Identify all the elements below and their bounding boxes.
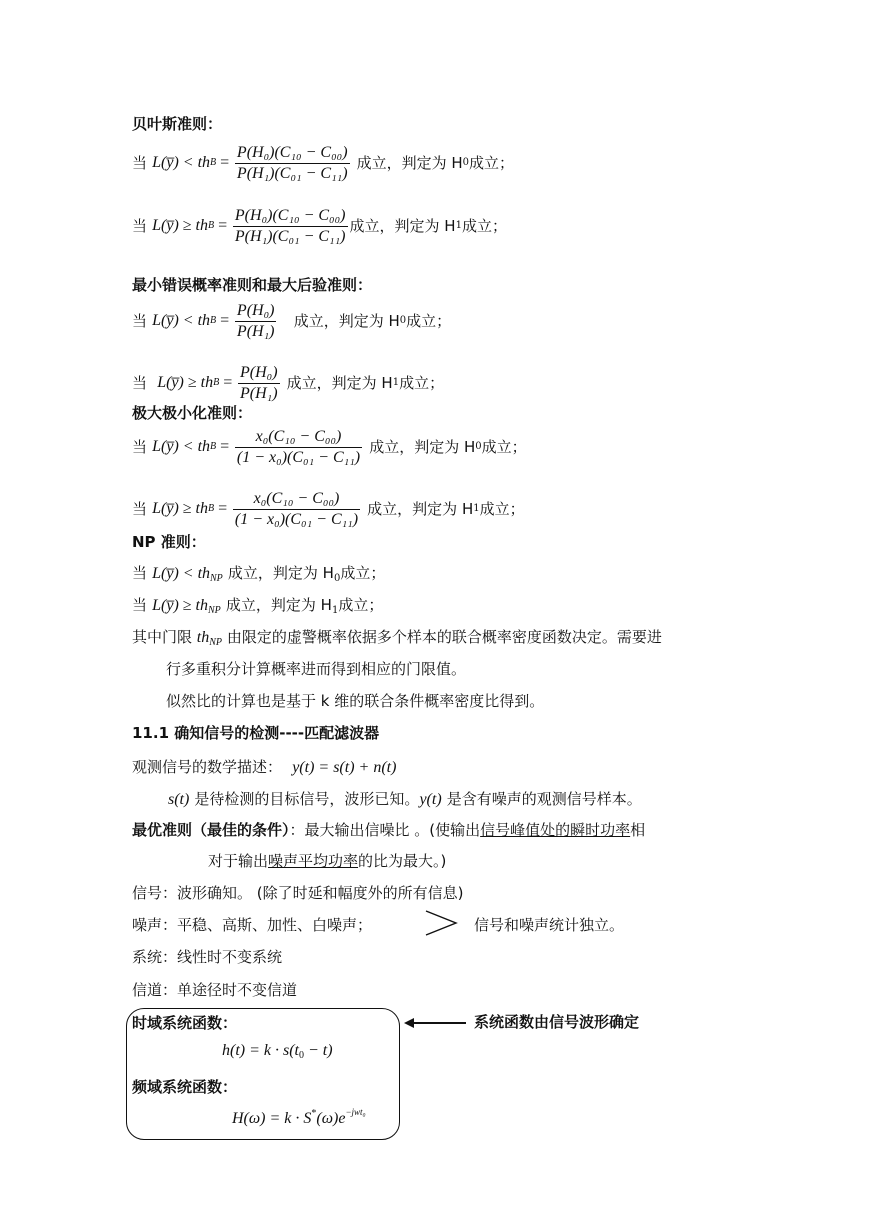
decision-text: 成立，判定为 H <box>286 373 393 392</box>
minimax-fraction <box>235 429 362 466</box>
decision-end: 成立； <box>479 499 525 518</box>
np-paragraph-line1 <box>132 630 662 648</box>
decision-end: 成立； <box>399 373 445 392</box>
bayes-heading: 贝叶斯准则： <box>132 115 223 133</box>
decision-end: 成立； <box>406 311 452 330</box>
fraction-denominator: (1 − x₀)(C₀₁ − C₁₁) <box>234 510 359 528</box>
optimal-criterion-d: 的比为最大。) <box>358 852 447 870</box>
fraction-numerator: x₀(C₁₀ − C₀₀) <box>255 427 342 445</box>
hypothesis-subscript: 1 <box>455 220 462 231</box>
likelihood-ratio-lt: L(y̅) < th <box>152 154 211 171</box>
likelihood-ratio-lt: L(y̅) < th <box>152 565 211 582</box>
yt-symbol: y(t) <box>419 791 442 808</box>
decision-end: 成立； <box>481 437 527 456</box>
fraction-numerator: P(H₀) <box>239 363 278 381</box>
decision-text: 成立，判定为 H <box>367 499 474 518</box>
threshold-subscript: B <box>208 220 215 231</box>
td-eq-sub: 0 <box>299 1050 304 1061</box>
np-paragraph-line3: 似然比的计算也是基于 k 维的联合条件概率密度比得到。 <box>166 692 545 710</box>
when-label: 当 <box>132 564 148 582</box>
when-label: 当 <box>132 499 148 518</box>
equals-sign: = <box>219 438 230 455</box>
optimal-criterion-underline1: 信号峰值处的瞬时功率 <box>480 821 631 839</box>
bayes-fraction <box>235 145 350 182</box>
fraction-denominator: P(H₁) <box>236 322 275 340</box>
optimal-criterion-line1 <box>132 823 645 838</box>
decision-text: 成立，判定为 H <box>356 153 463 172</box>
decision-text: 成立，判定为 H <box>225 596 332 614</box>
equals-sign: = <box>217 500 228 517</box>
time-domain-equation <box>222 1043 333 1061</box>
hypothesis-subscript: 0 <box>462 157 470 168</box>
equals-sign: = <box>217 217 228 234</box>
np-condition-h0 <box>132 565 385 584</box>
decision-text: 成立，判定为 H <box>293 311 400 330</box>
fraction-numerator: P(H₀)(C₁₀ − C₀₀) <box>234 206 346 224</box>
fraction-denominator: P(H₁) <box>239 384 278 402</box>
likelihood-ratio-ge: L(y̅) ≥ th <box>152 217 208 234</box>
minerr-condition-h1 <box>132 361 444 405</box>
optimal-criterion-a: ：最大输出信噪比 。(使输出 <box>289 821 481 839</box>
fraction-numerator: P(H₀) <box>236 301 275 319</box>
fd-eq-star: * <box>311 1108 317 1119</box>
optimal-criterion-line2 <box>208 854 446 869</box>
threshold-subscript: B <box>210 315 217 326</box>
decision-end: 成立； <box>338 596 384 614</box>
left-arrow-icon <box>404 1018 414 1028</box>
fd-eq-a: H(ω) = k · S <box>232 1110 312 1127</box>
np-heading: NP 准则： <box>132 533 206 551</box>
bayes-condition-h1 <box>132 203 507 249</box>
minerr-condition-h0 <box>132 299 451 343</box>
np-threshold: th <box>196 629 210 646</box>
decision-end: 成立； <box>461 216 507 235</box>
system-line: 系统：线性时不变系统 <box>132 948 283 966</box>
minimax-condition-h0 <box>132 425 527 469</box>
hypothesis-subscript: 1 <box>392 377 400 388</box>
likelihood-ratio-ge: L(y̅) ≥ th <box>157 374 214 391</box>
equals-sign: = <box>222 374 233 391</box>
np-p1b: 由限定的虚警概率依据多个样本的联合概率密度函数决定。需要进 <box>226 628 662 646</box>
signal-description-line <box>168 791 642 808</box>
when-label: 当 <box>132 596 148 614</box>
threshold-subscript: B <box>210 441 217 452</box>
arrow-line <box>410 1022 466 1024</box>
threshold-subscript: B <box>208 503 215 514</box>
likelihood-ratio-ge: L(y̅) ≥ th <box>152 597 208 614</box>
minimax-heading: 极大极小化准则： <box>132 404 253 422</box>
td-eq-c: − t) <box>304 1042 333 1059</box>
decision-end: 成立； <box>469 153 515 172</box>
minerr-fraction <box>235 303 277 340</box>
when-label: 当 <box>132 216 148 235</box>
st-symbol: s(t) <box>168 791 190 808</box>
td-eq-a: h(t) = k · s(t <box>222 1042 299 1059</box>
decision-text: 成立，判定为 H <box>349 216 456 235</box>
optimal-criterion-underline2: 噪声平均功率 <box>268 852 359 870</box>
decision-end: 成立； <box>340 564 386 582</box>
arrow-note: 系统函数由信号波形确定 <box>474 1013 640 1031</box>
equals-sign: = <box>219 312 230 329</box>
fraction-numerator: P(H₀)(C₁₀ − C₀₀) <box>236 143 348 161</box>
frequency-domain-equation <box>232 1108 366 1127</box>
fd-eq-b: (ω)e <box>316 1110 346 1127</box>
minimax-condition-h1 <box>132 487 525 531</box>
minerr-fraction <box>238 365 280 402</box>
np-subscript: NP <box>208 605 221 616</box>
threshold-subscript: B <box>210 157 217 168</box>
optimal-criterion-bold: 最优准则（最佳的条件） <box>132 821 290 839</box>
likelihood-ratio-lt: L(y̅) < th <box>152 438 211 455</box>
hypothesis-subscript: 0 <box>475 441 482 452</box>
observation-equation: y(t) = s(t) + n(t) <box>292 759 397 776</box>
optimal-criterion-b: 相 <box>630 821 646 839</box>
np-paragraph-line2: 行多重积分计算概率进而得到相应的门限值。 <box>166 660 467 678</box>
np-p1a: 其中门限 <box>132 628 193 646</box>
bayes-condition-h0 <box>132 140 514 186</box>
fd-eq-exp: −jwt₀ <box>345 1107 366 1117</box>
noise-line: 噪声：平稳、高斯、加性、白噪声； <box>132 916 373 934</box>
fraction-denominator: P(H₁)(C₀₁ − C₁₁) <box>234 227 346 245</box>
minimax-fraction <box>233 491 360 528</box>
when-label: 当 <box>132 373 148 392</box>
likelihood-ratio-lt: L(y̅) < th <box>152 312 211 329</box>
minerr-heading: 最小错误概率准则和最大后验准则： <box>132 276 373 294</box>
np-condition-h1 <box>132 597 383 616</box>
when-label: 当 <box>132 437 148 456</box>
decision-text: 成立，判定为 H <box>369 437 476 456</box>
st-description: 是待检测的目标信号，波形已知。 <box>194 790 420 808</box>
time-domain-label: 时域系统函数： <box>132 1014 238 1032</box>
hypothesis-subscript: 0 <box>399 315 407 326</box>
section-title: 11.1 确知信号的检测----匹配滤波器 <box>132 724 380 742</box>
yt-description: 是含有噪声的观测信号样本。 <box>446 790 642 808</box>
noise-right-text: 信号和噪声统计独立。 <box>474 916 625 934</box>
fraction-denominator: (1 − x₀)(C₀₁ − C₁₁) <box>236 448 361 466</box>
signal-line: 信号：波形确知。 (除了时延和幅度外的所有信息) <box>132 884 464 902</box>
np-subscript: NP <box>209 637 223 648</box>
hypothesis-subscript: 1 <box>331 605 339 616</box>
fraction-denominator: P(H₁)(C₀₁ − C₁₁) <box>236 164 348 182</box>
threshold-subscript: B <box>213 377 220 388</box>
equals-sign: = <box>219 154 230 171</box>
channel-line: 信道：单途径时不变信道 <box>132 981 298 999</box>
likelihood-ratio-ge: L(y̅) ≥ th <box>152 500 208 517</box>
fraction-numerator: x₀(C₁₀ − C₀₀) <box>253 489 340 507</box>
when-label: 当 <box>132 153 148 172</box>
hypothesis-subscript: 0 <box>333 573 341 584</box>
greater-than-brace-icon <box>424 909 458 937</box>
optimal-criterion-c: 对于输出 <box>208 852 269 870</box>
observation-label: 观测信号的数学描述： <box>132 758 283 776</box>
observation-line <box>132 759 396 776</box>
np-subscript: NP <box>210 573 223 584</box>
when-label: 当 <box>132 311 148 330</box>
frequency-domain-label: 频域系统函数： <box>132 1078 238 1096</box>
hypothesis-subscript: 1 <box>473 503 480 514</box>
bayes-fraction <box>233 208 348 245</box>
decision-text: 成立，判定为 H <box>227 564 334 582</box>
